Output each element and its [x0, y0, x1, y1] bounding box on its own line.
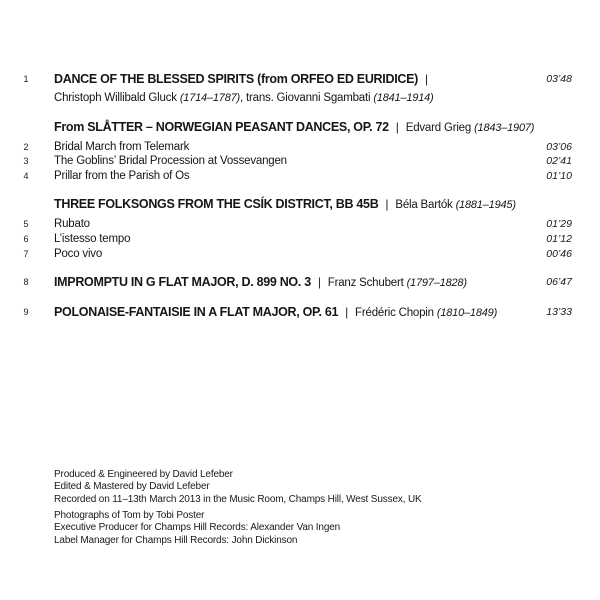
section-header-bartok: [0, 197, 600, 212]
section-header-cell: [54, 120, 535, 136]
track-title-cell: [54, 247, 514, 262]
separator-pipe: |: [385, 197, 389, 211]
track-duration: 01’10: [546, 170, 572, 182]
track-row-6: [0, 232, 600, 247]
track-title: The Goblins’ Bridal Procession at Vossevangen: [54, 155, 287, 167]
track-title: L’istesso tempo: [54, 233, 131, 245]
track-row-2: [0, 140, 600, 155]
separator-pipe: |: [425, 72, 428, 86]
credit-line-executive-producer: Executive Producer for Champs Hill Records: Alexander Van Ingen: [54, 522, 341, 534]
track-title-cell: [54, 232, 514, 247]
track-number: 7: [23, 249, 29, 259]
track-number: 8: [23, 277, 29, 287]
track-title: Poco vivo: [54, 248, 103, 260]
section-header-grieg: [0, 120, 600, 135]
track-title-cell: [54, 169, 514, 184]
track-duration: 02’41: [546, 155, 572, 167]
composer-dates: (1843–1907): [474, 122, 535, 134]
composer-name: Edvard Grieg: [405, 122, 475, 134]
track-title-cell: [54, 140, 514, 155]
track-title: Rubato: [54, 218, 90, 230]
track-number: 4: [23, 171, 29, 181]
track-title: IMPROMPTU IN G FLAT MAJOR, D. 899 NO. 3: [54, 275, 311, 289]
composer-name: Christoph Willibald Gluck: [54, 92, 180, 104]
track-row-4: [0, 169, 600, 184]
track-number: 6: [23, 234, 29, 244]
track-row-9: [0, 305, 600, 320]
composer-dates: (1797–1828): [406, 277, 467, 289]
separator-pipe: |: [395, 120, 399, 134]
track-title-cell: [54, 154, 514, 169]
track-title: Bridal March from Telemark: [54, 141, 190, 153]
track-number: 1: [23, 74, 29, 84]
credit-line-edited: Edited & Mastered by David Lefeber: [54, 481, 210, 493]
transcriber-name: , trans. Giovanni Sgambati: [240, 92, 374, 104]
track-row-8: [0, 275, 600, 290]
track-row-3: [0, 154, 600, 169]
track-row-5: [0, 217, 600, 232]
credit-line-recorded: Recorded on 11–13th March 2013 in the Music Room, Champs Hill, West Sussex, UK: [54, 493, 422, 505]
track-number: 9: [23, 307, 29, 317]
track-number: 2: [23, 142, 29, 152]
track-duration: 13’33: [546, 306, 572, 318]
composer-name: Franz Schubert: [327, 277, 407, 289]
composer-dates: (1714–1787): [179, 92, 241, 104]
track-title: DANCE OF THE BLESSED SPIRITS (from ORFEO ED EURIDICE): [54, 72, 418, 86]
track-number: 3: [23, 156, 29, 166]
composer-name: Béla Bartók: [395, 199, 456, 211]
composer-line-cell: [54, 91, 514, 106]
track-title-cell: [54, 217, 514, 232]
credit-line-photographs: Photographs of Tom by Tobi Poster: [54, 510, 205, 521]
composer-dates: (1881–1945): [455, 199, 516, 211]
work-title: From SLÅTTER – NORWEGIAN PEASANT DANCES, OP. 72: [54, 120, 389, 134]
track-duration: 01’12: [546, 233, 572, 245]
credits-block-production: [54, 469, 580, 506]
credit-line-label-manager: Label Manager for Champs Hill Records: John Dickinson: [54, 534, 298, 546]
separator-pipe: |: [317, 275, 321, 289]
credit-line-produced: Produced & Engineered by David Lefeber: [54, 469, 233, 480]
track-number: 5: [23, 219, 29, 229]
track-title-cell: [54, 305, 514, 321]
track-title-cell: [54, 72, 514, 88]
track-title: Prillar from the Parish of Os: [54, 170, 190, 182]
track-row-7: [0, 247, 600, 262]
track-duration: 03’48: [546, 73, 572, 85]
track-title-cell: [54, 275, 514, 291]
track-title: POLONAISE-FANTAISIE IN A FLAT MAJOR, OP. 61: [54, 305, 339, 319]
transcriber-dates: (1841–1914): [373, 92, 434, 104]
track-duration: 01’29: [546, 218, 572, 230]
credits-block-label: [54, 510, 580, 547]
track-duration: 03’06: [546, 141, 572, 153]
work-title: THREE FOLKSONGS FROM THE CSÍK DISTRICT, BB 45B: [54, 197, 379, 211]
section-header-cell: [54, 197, 514, 213]
composer-line-row: [0, 91, 600, 106]
track-duration: 06’47: [546, 276, 572, 288]
track-duration: 00’46: [546, 248, 572, 260]
composer-dates: (1810–1849): [436, 307, 498, 319]
separator-pipe: |: [345, 305, 349, 319]
track-row-1: [0, 72, 600, 87]
composer-name: Frédéric Chopin: [355, 307, 437, 319]
